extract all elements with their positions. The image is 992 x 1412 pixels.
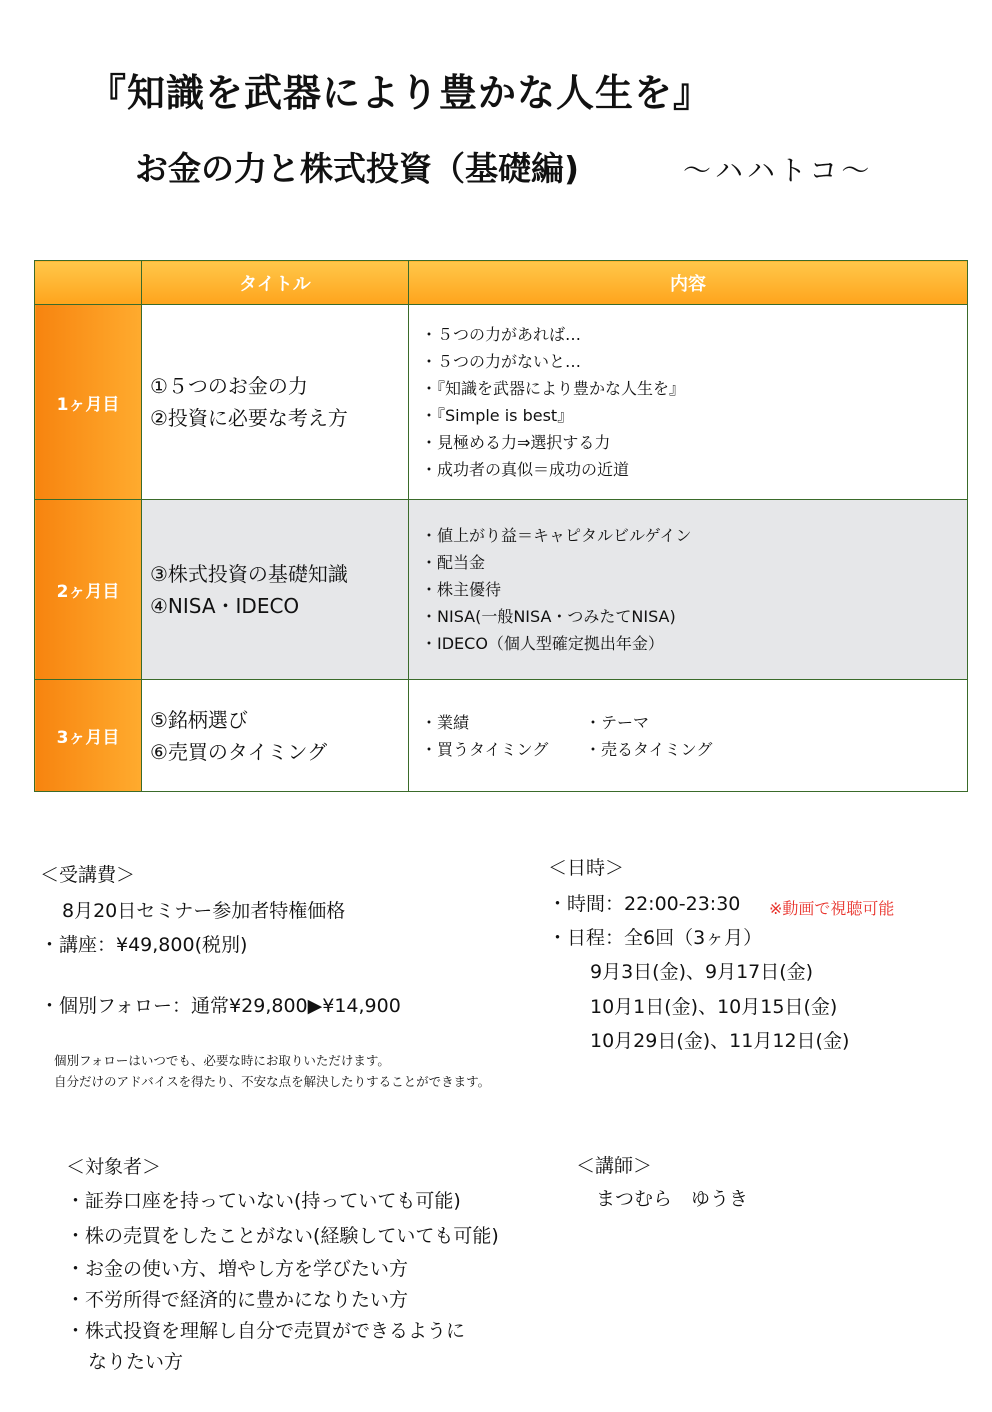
content-item: ・５つの力がないと… bbox=[421, 352, 582, 371]
title-line: ③株式投資の基礎知識 bbox=[150, 561, 348, 586]
content-cell bbox=[409, 500, 968, 680]
fee-followup: ・個別フォロー：通常¥29,800▶¥14,900 bbox=[40, 995, 401, 1017]
target-item: なりたい方 bbox=[88, 1351, 184, 1373]
title-line: ⑤銘柄選び bbox=[150, 707, 248, 732]
content-item: ・株主優待 bbox=[421, 580, 502, 599]
title-cell bbox=[142, 500, 409, 680]
schedule-count: ・日程：全6回（3ヶ月） bbox=[548, 927, 763, 949]
content-item: ・値上がり益＝キャピタルビルゲイン bbox=[421, 526, 692, 545]
target-heading: ＜対象者＞ bbox=[66, 1156, 162, 1178]
instructor-heading: ＜講師＞ bbox=[576, 1155, 653, 1177]
content-item: ・見極める力⇒選択する力 bbox=[421, 433, 611, 452]
fee-course: ・講座：¥49,800(税別) bbox=[40, 934, 248, 956]
target-item: ・株の売買をしたことがない(経験していても可能) bbox=[66, 1225, 499, 1247]
table-row bbox=[35, 500, 968, 680]
schedule-time: ・時間：22:00-23:30 bbox=[548, 893, 741, 915]
title-line: ④NISA・IDECO bbox=[150, 593, 300, 618]
page-title: 『知識を武器により豊かな人生を』 bbox=[88, 71, 713, 115]
content-item: ・成功者の真似＝成功の近道 bbox=[421, 460, 630, 479]
content-item: ・配当金 bbox=[421, 553, 486, 572]
content-item-row bbox=[421, 736, 967, 763]
title-line: ②投資に必要な考え方 bbox=[150, 406, 348, 430]
schedule-date-line: 9月3日(金)、9月17日(金) bbox=[590, 961, 814, 983]
title-line: ①５つのお金の力 bbox=[150, 374, 308, 398]
fee-heading: ＜受講費＞ bbox=[40, 864, 136, 886]
page-subtitle: お金の力と株式投資（基礎編) bbox=[135, 149, 580, 188]
content-item: ・IDECO（個人型確定拠出年金） bbox=[421, 634, 664, 653]
fee-description-line: 個別フォローはいつでも、必要な時にお取りいただけます。 bbox=[54, 1053, 390, 1068]
content-item: ・『Simple is best』 bbox=[421, 406, 574, 425]
fee-note: 8月20日セミナー参加者特権価格 bbox=[62, 900, 346, 922]
content-item: ・NISA(一般NISA・つみたてNISA) bbox=[421, 607, 676, 626]
curriculum-table bbox=[34, 260, 968, 792]
page-tagline: ～ハハトコ～ bbox=[683, 154, 874, 187]
content-item: ・『知識を武器により豊かな人生を』 bbox=[421, 379, 686, 398]
title-cell bbox=[142, 305, 409, 500]
content-item: ・テーマ bbox=[585, 712, 650, 732]
month-cell: 1ヶ月目 bbox=[35, 305, 142, 500]
title-cell bbox=[142, 680, 409, 792]
column-header-content: 内容 bbox=[409, 261, 968, 305]
schedule-date-line: 10月1日(金)、10月15日(金) bbox=[590, 996, 838, 1018]
content-item: ・買うタイミング bbox=[421, 739, 549, 759]
target-item: ・証券口座を持っていない(持っていても可能) bbox=[66, 1190, 461, 1212]
table-row bbox=[35, 680, 968, 792]
target-item: ・株式投資を理解し自分で売買ができるように bbox=[66, 1320, 466, 1342]
content-item-row bbox=[421, 709, 967, 736]
table-row bbox=[35, 305, 968, 500]
content-item: ・売るタイミング bbox=[585, 739, 713, 759]
video-note: ※動画で視聴可能 bbox=[769, 899, 895, 918]
content-item: ・業績 bbox=[421, 712, 470, 732]
fee-description-line: 自分だけのアドバイスを得たり、不安な点を解決したりすることができます。 bbox=[54, 1074, 491, 1089]
instructor-name: まつむら ゆうき bbox=[596, 1188, 749, 1210]
content-item: ・５つの力があれば… bbox=[421, 325, 582, 344]
month-cell: 3ヶ月目 bbox=[35, 680, 142, 792]
schedule-heading: ＜日時＞ bbox=[548, 857, 625, 879]
content-cell bbox=[409, 680, 968, 792]
column-header-title: タイトル bbox=[142, 261, 409, 305]
target-item: ・お金の使い方、増やし方を学びたい方 bbox=[66, 1258, 409, 1280]
target-item: ・不労所得で経済的に豊かになりたい方 bbox=[66, 1289, 409, 1311]
month-cell: 2ヶ月目 bbox=[35, 500, 142, 680]
column-header-month bbox=[35, 261, 142, 305]
title-line: ⑥売買のタイミング bbox=[150, 739, 328, 764]
content-cell bbox=[409, 305, 968, 500]
table-header-row bbox=[35, 261, 968, 305]
schedule-date-line: 10月29日(金)、11月12日(金) bbox=[590, 1030, 850, 1052]
